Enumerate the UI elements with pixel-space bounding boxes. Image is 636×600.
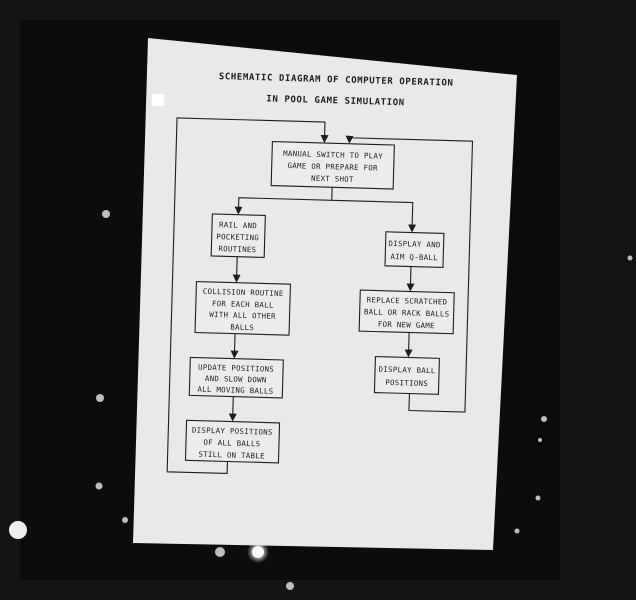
collision-line-4: BALLS xyxy=(230,322,255,333)
manual-switch-line-3: NEXT SHOT xyxy=(310,173,354,184)
paper-sheet xyxy=(133,38,517,550)
display-ball-box xyxy=(374,357,439,395)
manual-switch-line-2: GAME OR PREPARE FOR xyxy=(287,161,378,173)
display-positions-line-2: OF ALL BALLS xyxy=(203,437,261,449)
update-positions-line-2: AND SLOW DOWN xyxy=(204,373,267,385)
collision-to-update-arrow xyxy=(234,334,235,357)
manual-switch-line-1: MANUAL SWITCH TO PLAY xyxy=(283,148,384,161)
update-positions-line-1: UPDATE POSITIONS xyxy=(197,362,275,374)
display-positions-line-3: STILL ON TABLE xyxy=(198,449,265,461)
diagram-title-line-1: SCHEMATIC DIAGRAM OF COMPUTER OPERATION xyxy=(218,72,454,89)
collision-line-3: WITH ALL OTHER xyxy=(209,309,276,321)
diagram-title-line-2: IN POOL GAME SIMULATION xyxy=(266,94,405,109)
collision-line-2: FOR EACH BALL xyxy=(211,298,274,310)
display-positions-line-1: DISPLAY POSITIONS xyxy=(191,425,273,437)
rail-pocketing-line-3: ROUTINES xyxy=(218,244,257,255)
replace-rack-line-1: REPLACE SCRATCHED xyxy=(366,295,448,307)
paper-fleck xyxy=(152,94,164,106)
display-ball-line-2: POSITIONS xyxy=(385,377,429,389)
replace-rack-line-2: BALL OR RACK BALLS xyxy=(363,307,450,319)
replace-rack-line-3: FOR NEW GAME xyxy=(377,319,435,331)
display-aim-line-2: AIM Q-BALL xyxy=(390,251,439,263)
rail-to-collision-arrow xyxy=(237,257,238,281)
rail-pocketing-line-2: POCKETING xyxy=(216,232,260,243)
update-to-display-arrow xyxy=(233,397,234,420)
display-ball-line-1: DISPLAY BALL xyxy=(378,364,436,376)
replace-to-display-ball-arrow xyxy=(408,333,409,356)
display-aim-line-1: DISPLAY AND xyxy=(388,238,441,250)
update-positions-line-3: ALL MOVING BALLS xyxy=(197,384,274,396)
collision-line-1: COLLISION ROUTINE xyxy=(202,286,284,298)
aim-to-replace-arrow xyxy=(410,267,411,290)
rail-pocketing-line-1: RAIL AND xyxy=(218,220,258,231)
